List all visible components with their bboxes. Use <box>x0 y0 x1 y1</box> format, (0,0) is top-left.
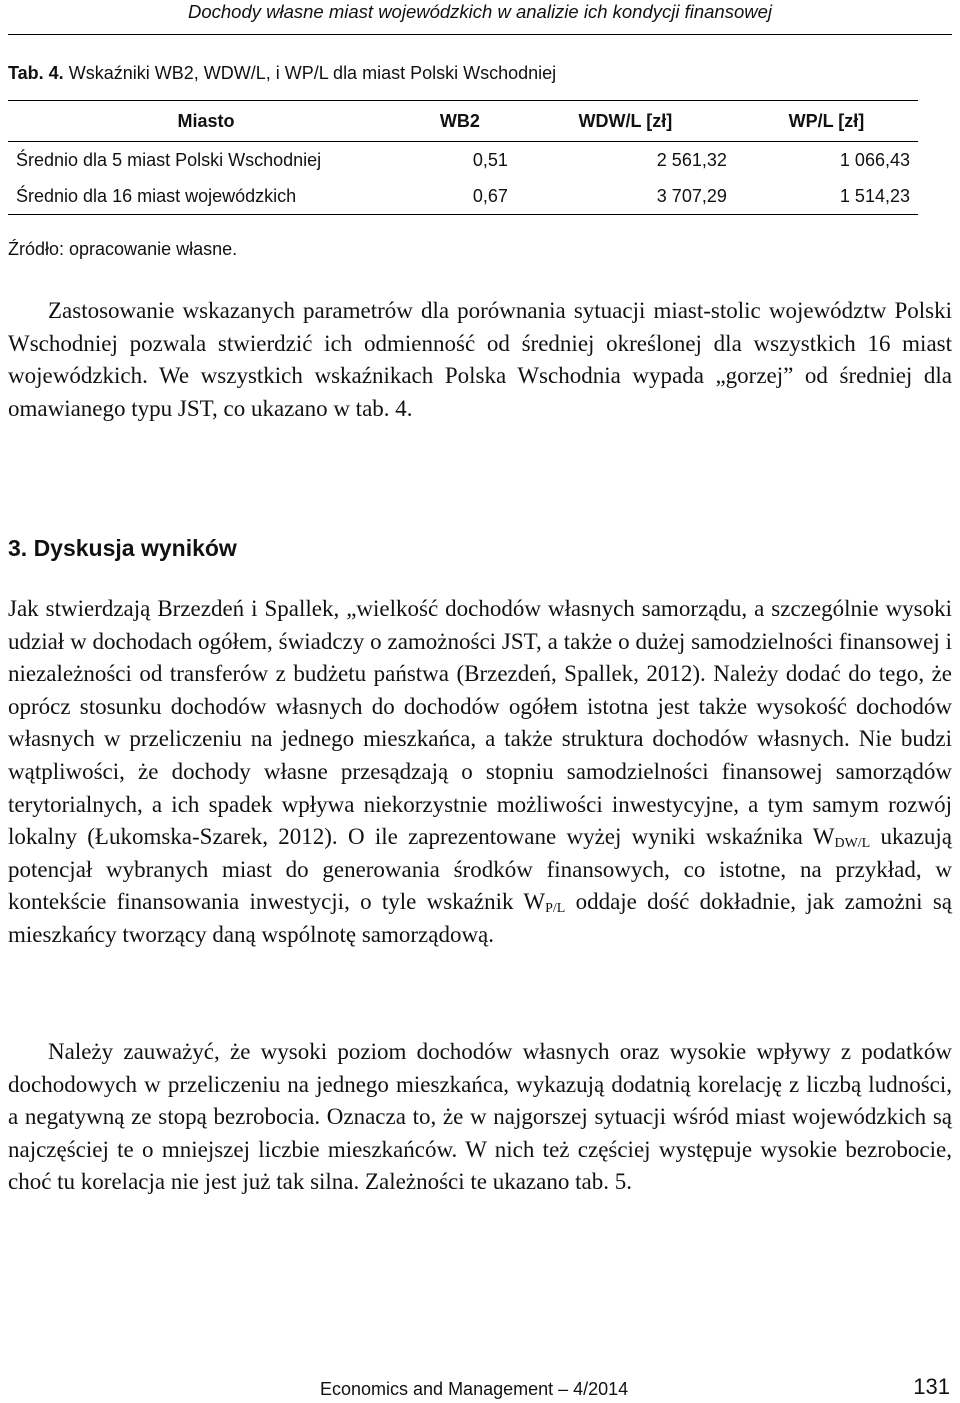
cell-city: Średnio dla 5 miast Polski Wschodniej <box>16 149 322 170</box>
cell-wb2: 0,51 <box>472 149 508 170</box>
cell-wpl: 1 066,43 <box>839 149 910 170</box>
paragraph-2-text-a: Jak stwierdzają Brzezdeń i Spallek, „wielkość dochodów własnych samorządu, a szczególnie wysoki udział w dochodach ogółem, świadczy o zamożności JST, a także o dużej samodzielności finansowej i niezależności od transferów z budżetu państwa (Brzezdeń, Spallek, 2012). Należy dodać do tego, że oprócz stosunku dochodów własnych do dochodów ogółem istotna jest także wysokość dochodów własnych w przeliczeniu na jednego mieszkańca, a także struktura dochodów własnych. Nie budzi wątpliwości, że dochody własne przesądzają o stopniu samodzielności finansowej samorządów terytorialnych, a ich spadek wpływa niekorzystnie możliwości inwestycyjne, a tym samym rozwój lokalny (Łukomska-Szarek, 2012). O ile zaprezentowane wyżej wyniki wskaźnika W <box>8 596 952 850</box>
table-caption <box>8 60 556 86</box>
header-wb2: WB2 <box>439 110 480 131</box>
paragraph-3-text: Należy zauważyć, że wysoki poziom dochodów własnych oraz wysokie wpływy z podatków dochodowych w przeliczeniu na jednego mieszkańca, wykazują dodatnią korelację z liczbą ludności, a negatywną ze stopą bezrobocia. Oznacza to, że w najgorszej sytuacji wśród miast wojewódzkich są najczęściej te o mniejszej liczbie mieszkańców. W nich też częściej występuje wysokie bezrobocie, choć tu korelacja nie jest już tak silna. Zależności te ukazano tab. 5. <box>8 1039 952 1195</box>
table-row <box>8 142 918 179</box>
section-heading: 3. Dyskusja wyników <box>8 535 237 561</box>
paragraph-2-text-c: oddaje dość dokładnie, jak zamożni są mieszkańcy tworzący daną wspólnotę samorządową. <box>8 889 953 947</box>
paragraph-2 <box>8 593 952 952</box>
header-wdwl: WDW/L [zł] <box>578 110 673 131</box>
subscript-dwl: DW/L <box>834 836 871 852</box>
table-caption-label: Tab. 4. <box>8 63 64 83</box>
paragraph-2-text-b: ukazują potencjał wybranych miast do generowania środków finansowych, co istotne, na przykład, w kontekście finansowania inwestycji, o tyle wskaźnik W <box>8 824 953 915</box>
table-row <box>8 178 918 215</box>
cell-wdwl: 2 561,32 <box>656 149 727 170</box>
subscript-pl: P/L <box>545 901 566 917</box>
header-rule <box>8 34 952 35</box>
cell-city: Średnio dla 16 miast wojewódzkich <box>16 185 297 206</box>
paragraph-3 <box>8 1036 952 1199</box>
header-city: Miasto <box>177 110 235 131</box>
table-source: Źródło: opracowanie własne. <box>8 239 238 259</box>
paragraph-1 <box>8 295 952 425</box>
page-number: 131 <box>913 1374 950 1399</box>
table-caption-text: Wskaźniki WB2, WDW/L, i WP/L dla miast Polski Wschodniej <box>68 63 557 83</box>
table-header-row <box>8 101 918 142</box>
indicators-table <box>8 100 918 215</box>
footer-journal: Economics and Management – 4/2014 <box>320 1379 629 1399</box>
cell-wb2: 0,67 <box>472 185 508 206</box>
paragraph-1-text: Zastosowanie wskazanych parametrów dla porównania sytuacji miast-stolic województw Polski Wschodniej pozwala stwierdzić ich odmienność od średniej określonej dla wszystkich 16 miast wojewódzkich. We wszystkich wskaźnikach Polska Wschodnia wypada „gorzej” od średniej dla omawianego typu JST, co ukazano w tab. 4. <box>8 298 952 421</box>
running-head: Dochody własne miast wojewódzkich w analizie ich kondycji finansowej <box>187 1 773 22</box>
header-wpl: WP/L [zł] <box>788 110 865 131</box>
cell-wpl: 1 514,23 <box>839 185 910 206</box>
cell-wdwl: 3 707,29 <box>656 185 727 206</box>
